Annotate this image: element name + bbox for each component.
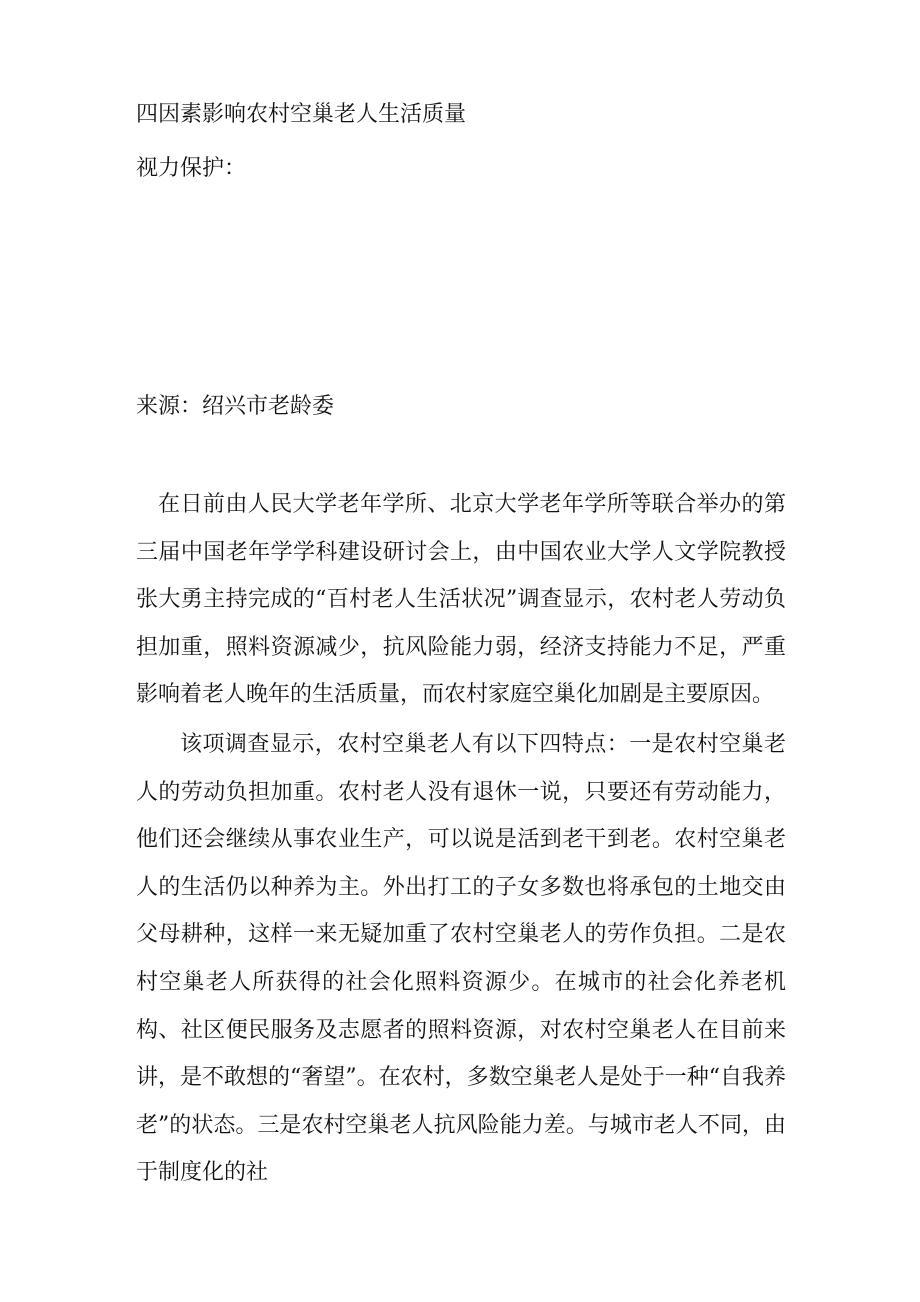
- document-title: 四因素影响农村空巢老人生活质量: [136, 102, 467, 127]
- document-source: 来源：绍兴市老龄委: [136, 394, 335, 419]
- body-paragraph-1: 在日前由人民大学老年学所、北京大学老年学所等联合举办的第三届中国老年学学科建设研讨会上，由中国农业大学人文学院教授张大勇主持完成的“百村老人生活状况”调查显示，农村老人劳动负担加重，照料资源减少，抗风险能力弱，经济支持能力不足，严重影响着老人晚年的生活质量，而农村家庭空巢化加剧是主要原因。: [136, 492, 786, 708]
- document-subtitle: 视力保护：: [136, 156, 247, 181]
- body-paragraph-2: 该项调查显示，农村空巢老人有以下四特点：一是农村空巢老人的劳动负担加重。农村老人没有退休一说，只要还有劳动能力，他们还会继续从事农业生产，可以说是活到老干到老。农村空巢老人的生活仍以种养为主。外出打工的子女多数也将承包的土地交由父母耕种，这样一来无疑加重了农村空巢老人的劳作负担。二是农村空巢老人所获得的社会化照料资源少。在城市的社会化养老机构、社区便民服务及志愿者的照料资源，对农村空巢老人在目前来讲，是不敢想的“奢望”。在农村，多数空巢老人是处于一种“自我养老”的状态。三是农村空巢老人抗风险能力差。与城市老人不同，由于制度化的社: [136, 732, 786, 1186]
